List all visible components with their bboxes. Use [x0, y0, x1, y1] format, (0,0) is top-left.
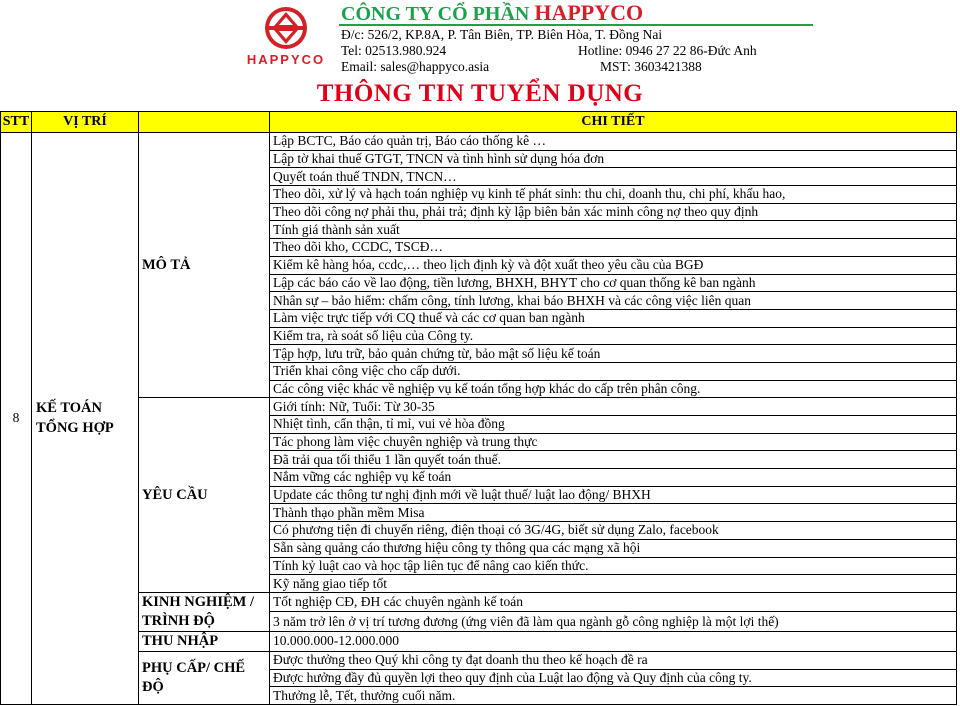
detail-item: Kỹ năng giao tiếp tốt — [270, 575, 957, 593]
detail-item: Giới tính: Nữ, Tuổi: Từ 30-35 — [270, 398, 957, 416]
header-stt: STT — [1, 112, 32, 133]
detail-item: Kiểm tra, rà soát số liệu của Công ty. — [270, 327, 957, 345]
section-label: YÊU CẦU — [139, 398, 270, 593]
detail-item: Nắm vững các nghiệp vụ kế toán — [270, 469, 957, 487]
detail-item: Update các thông tư nghị định mới về luật thuế/ luật lao động/ BHXH — [270, 486, 957, 504]
detail-item: Tính giá thành sản xuất — [270, 221, 957, 239]
company-name — [341, 0, 643, 26]
section-label: KINH NGHIỆM / TRÌNH ĐỘ — [139, 592, 270, 631]
logo-text: HAPPYCO — [246, 52, 326, 67]
detail-item: Làm việc trực tiếp với CQ thuế và các cơ quan ban ngành — [270, 309, 957, 327]
detail-item: Có phương tiện đi chuyển riêng, điện thoại có 3G/4G, biết sử dụng Zalo, facebook — [270, 522, 957, 540]
company-header — [0, 0, 960, 110]
detail-item: Tập hợp, lưu trữ, bảo quản chứng từ, bảo mật số liệu kế toán — [270, 345, 957, 363]
detail-item: Được hưởng đầy đủ quyền lợi theo quy định của Luật lao động và Quy định của công ty. — [270, 669, 957, 687]
detail-item: Nhiệt tình, cẩn thận, tỉ mỉ, vui vẻ hòa đồng — [270, 416, 957, 434]
detail-item: Đã trải qua tối thiểu 1 lần quyết toán thuế. — [270, 451, 957, 469]
detail-item: Tính kỷ luật cao và học tập liên tục để nâng cao kiến thức. — [270, 557, 957, 575]
detail-item: Triển khai công việc cho cấp dưới. — [270, 362, 957, 380]
detail-item: Được thưởng theo Quý khi công ty đạt doanh thu theo kế hoạch đề ra — [270, 651, 957, 669]
table-header-row — [1, 112, 957, 133]
detail-item: Theo dõi, xử lý và hạch toán nghiệp vụ kinh tế phát sinh: thu chi, doanh thu, chi phí, khấu hao, — [270, 186, 957, 204]
detail-item: Lập BCTC, Báo cáo quản trị, Báo cáo thống kê … — [270, 133, 957, 151]
detail-item: 3 năm trở lên ở vị trí tương đương (ứng viên đã làm qua ngành gỗ công nghiệp là một lợi thế) — [270, 612, 957, 632]
detail-item: Lập các báo cáo về lao động, tiền lương, BHXH, BHYT cho cơ quan thống kê ban ngành — [270, 274, 957, 292]
detail-item: Theo dõi kho, CCDC, TSCĐ… — [270, 239, 957, 257]
table-row — [1, 592, 957, 612]
detail-item: Kiểm kê hàng hóa, ccdc,… theo lịch định kỳ và đột xuất theo yêu cầu của BGĐ — [270, 256, 957, 274]
recruitment-table — [0, 111, 957, 705]
company-prefix: CÔNG TY CỔ PHẦN — [341, 3, 530, 25]
position-name: KẾ TOÁN TỔNG HỢP — [32, 133, 139, 705]
header-spacer — [139, 112, 270, 133]
section-label: MÔ TẢ — [139, 133, 270, 398]
section-label: PHỤ CẤP/ CHẾ ĐỘ — [139, 651, 270, 704]
table-row — [1, 651, 957, 669]
detail-item: Lập tờ khai thuế GTGT, TNCN và tình hình sử dụng hóa đơn — [270, 150, 957, 168]
company-tel: Tel: 02513.980.924 — [341, 43, 447, 58]
header-divider — [339, 24, 813, 26]
table-row — [1, 133, 957, 151]
table-body — [1, 133, 957, 705]
detail-item: Nhân sự – bảo hiểm: chấm công, tính lương, khai báo BHXH và các công việc liên quan — [270, 292, 957, 310]
detail-item: 10.000.000-12.000.000 — [270, 631, 957, 651]
company-brand: HAPPYCO — [534, 0, 644, 25]
company-mst: MST: 3603421388 — [600, 59, 702, 74]
detail-item: Thưởng lễ, Tết, thưởng cuối năm. — [270, 687, 957, 705]
detail-item: Các công việc khác về nghiệp vụ kế toán tổng hợp khác do cấp trên phân công. — [270, 380, 957, 398]
detail-item: Tốt nghiệp CĐ, ĐH các chuyên ngành kế toán — [270, 592, 957, 612]
detail-item: Sẵn sàng quảng cáo thương hiệu công ty thông qua các mạng xã hội — [270, 539, 957, 557]
detail-item: Quyết toán thuế TNDN, TNCN… — [270, 168, 957, 186]
detail-item: Theo dõi công nợ phải thu, phải trả; định kỳ lập biên bản xác minh công nợ theo quy định — [270, 203, 957, 221]
company-hotline: Hotline: 0946 27 22 86-Đức Anh — [578, 43, 757, 58]
table-row — [1, 631, 957, 651]
detail-item: Thành thạo phần mềm Misa — [270, 504, 957, 522]
header-position: VỊ TRÍ — [32, 112, 139, 133]
detail-item: Tác phong làm việc chuyên nghiệp và trung thực — [270, 433, 957, 451]
company-email: Email: sales@happyco.asia — [341, 59, 490, 74]
company-address: Đ/c: 526/2, KP.8A, P. Tân Biên, TP. Biên Hòa, T. Đồng Nai — [341, 27, 663, 42]
page-title: THÔNG TIN TUYỂN DỤNG — [316, 80, 644, 107]
section-label: THU NHẬP — [139, 631, 270, 651]
row-stt: 8 — [1, 133, 32, 705]
header-detail: CHI TIẾT — [270, 112, 957, 133]
table-row — [1, 398, 957, 416]
